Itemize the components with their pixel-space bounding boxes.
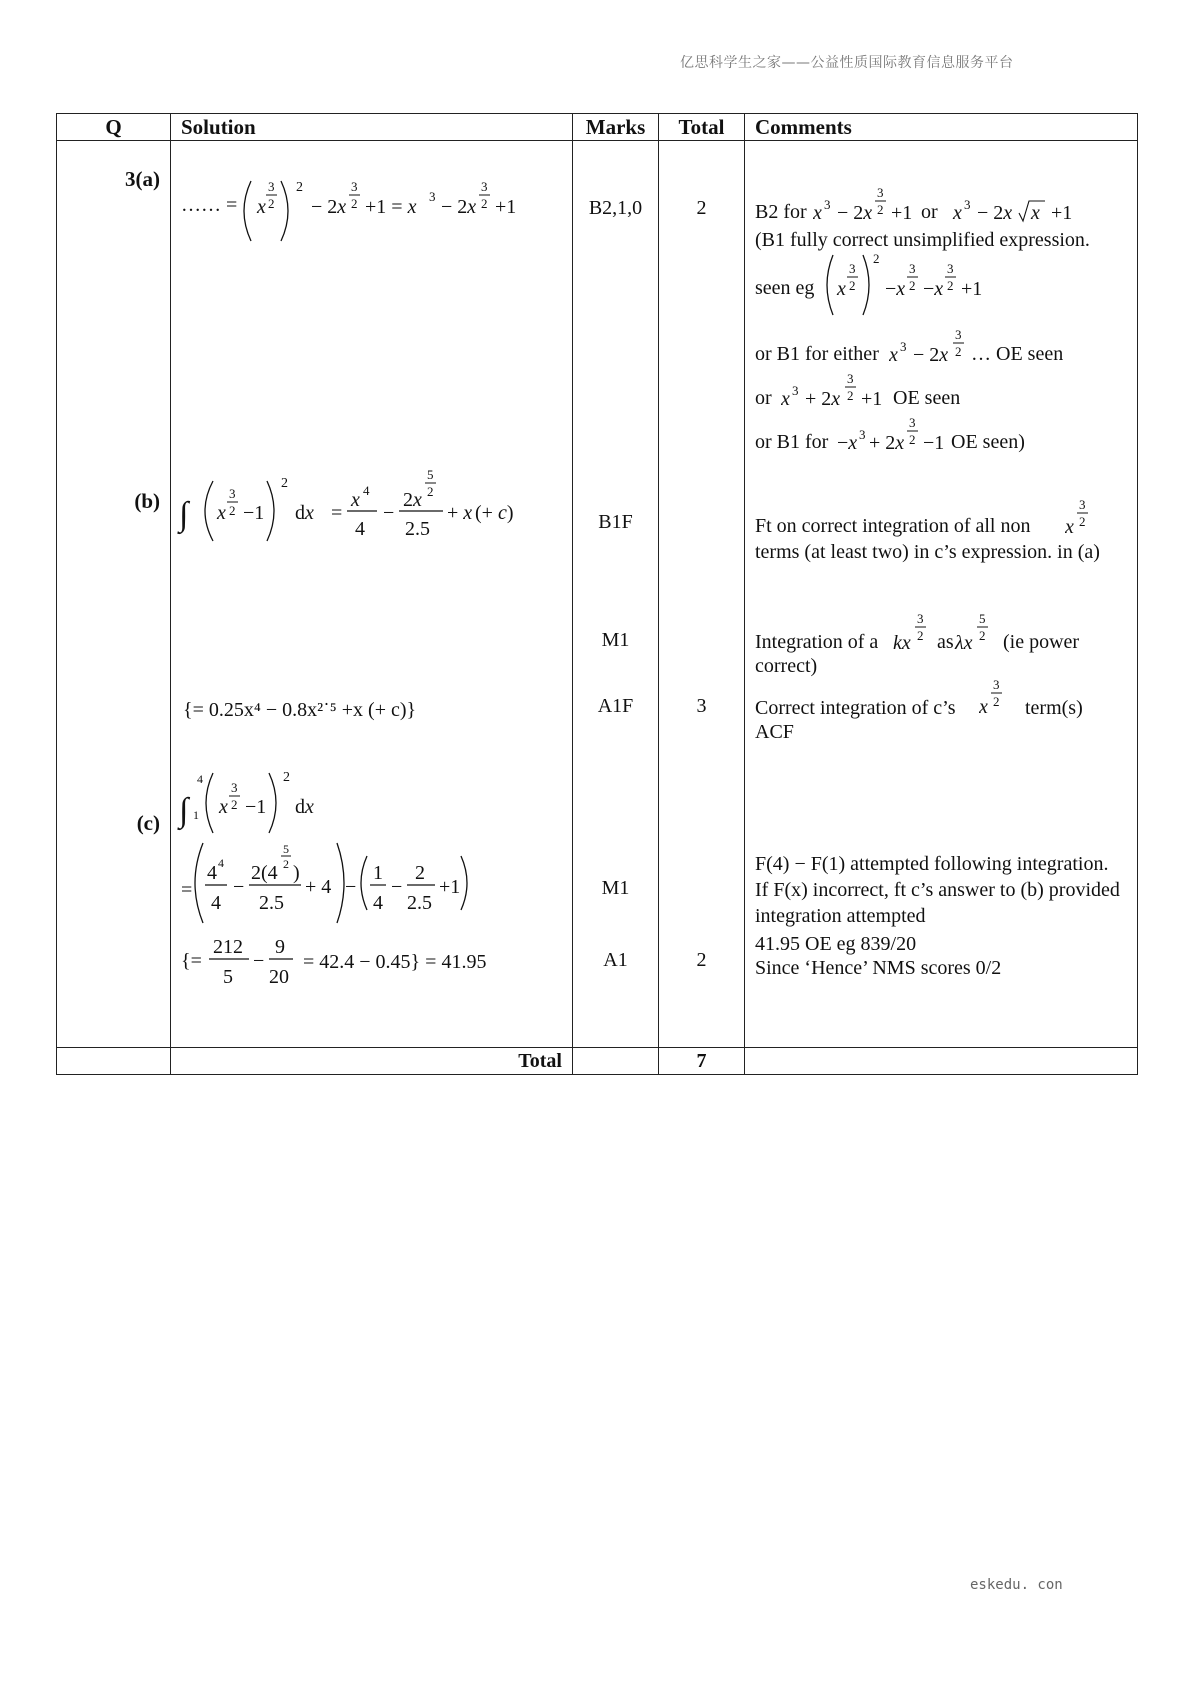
svg-text:x: x — [351, 489, 360, 511]
svg-text:x: x — [1031, 202, 1040, 224]
svg-text:∫: ∫ — [179, 792, 189, 829]
mark-b-b1f: B1F — [598, 511, 633, 533]
svg-text:3: 3 — [1079, 497, 1086, 512]
svg-text:2: 2 — [296, 180, 303, 195]
svg-text:x: x — [813, 202, 822, 224]
svg-text:3: 3 — [268, 179, 275, 194]
svg-text:2: 2 — [351, 196, 358, 211]
svg-text:+1: +1 — [861, 388, 883, 410]
svg-text:− 2x: − 2x — [913, 344, 949, 366]
header-marks: Marks — [573, 114, 659, 141]
svg-text:x: x — [837, 278, 846, 300]
svg-text:9: 9 — [275, 936, 285, 958]
svg-text:3: 3 — [849, 261, 856, 276]
svg-text:x: x — [1065, 516, 1074, 535]
comment-a-or2: or — [755, 387, 772, 409]
mark-c-m1: M1 — [601, 877, 630, 899]
svg-text:−: − — [345, 876, 357, 898]
svg-text:1: 1 — [193, 808, 199, 822]
svg-text:2: 2 — [231, 797, 238, 812]
comment-b-a1-math — [979, 665, 1019, 715]
mark-b-m1: M1 — [601, 629, 630, 651]
comment-b-a1-prefix: Correct integration of c’s — [755, 697, 956, 719]
header-total: Total — [659, 114, 745, 141]
header-solution: Solution — [171, 114, 573, 141]
comment-b-a1-line2: ACF — [755, 721, 794, 743]
svg-text:4: 4 — [373, 892, 383, 914]
svg-text:−: − — [383, 502, 395, 524]
svg-text:−1: −1 — [243, 502, 265, 524]
svg-text:+ 4: + 4 — [305, 876, 332, 898]
svg-text:2: 2 — [283, 770, 290, 785]
header-row — [57, 114, 1138, 141]
svg-text:4: 4 — [355, 518, 365, 540]
solution-c-evaluation — [181, 842, 467, 923]
part-label-c: (c) — [136, 811, 160, 835]
comment-a-b1-for-math — [837, 405, 957, 455]
q-column — [57, 141, 171, 1048]
svg-text:x: x — [979, 696, 988, 715]
svg-text:+1 = x: +1 = x — [365, 196, 417, 218]
svg-text:+1: +1 — [961, 278, 983, 300]
svg-text:=: = — [331, 502, 343, 524]
comment-b-m1-as: as — [937, 631, 954, 653]
svg-text:2.5: 2.5 — [405, 518, 430, 540]
comment-a-b1-unsimplified: (B1 fully correct unsimplified expression. — [755, 229, 1090, 251]
solution-c-value: = 42.4 − 0.45} = 41.95 — [303, 951, 487, 973]
solution-b-integral — [177, 467, 514, 541]
svg-text:3: 3 — [792, 383, 799, 398]
svg-text:+1: +1 — [495, 196, 517, 218]
svg-text:2: 2 — [849, 278, 856, 293]
total-b: 3 — [696, 695, 707, 717]
comment-c-m1: F(4) − F(1) attempted following integration. If F(x) incorrect, ft c’s answer to (b) provided integration attempted — [755, 853, 1120, 927]
svg-text:3: 3 — [964, 197, 971, 212]
svg-text:3: 3 — [917, 611, 924, 626]
svg-text:2: 2 — [268, 196, 275, 211]
svg-text:2: 2 — [955, 344, 962, 359]
svg-text:x: x — [889, 344, 898, 366]
svg-text:2x: 2x — [403, 489, 422, 511]
svg-text:3: 3 — [847, 371, 854, 386]
svg-text:3: 3 — [481, 179, 488, 194]
svg-text:212: 212 — [213, 936, 243, 958]
svg-text:4: 4 — [207, 862, 217, 884]
svg-text:3: 3 — [231, 780, 238, 795]
svg-text:kx: kx — [893, 632, 911, 651]
comment-a-b1-either: or B1 for either — [755, 343, 879, 365]
svg-text:x: x — [953, 202, 962, 224]
svg-text:2: 2 — [283, 857, 289, 871]
comment-c-a1-line2: Since ‘Hence’ NMS scores 0/2 — [755, 957, 1002, 979]
svg-text:x: x — [217, 502, 226, 524]
svg-text:−: − — [253, 950, 265, 972]
marks-column — [573, 141, 659, 1048]
comment-b-ft-line1: Ft on correct integration of all non — [755, 515, 1031, 537]
comment-a-seen-eg: seen eg — [755, 277, 815, 299]
svg-text:3: 3 — [229, 486, 236, 501]
svg-text:=: = — [181, 879, 193, 901]
svg-text:3: 3 — [351, 179, 358, 194]
comment-a-oe-seen: OE seen — [893, 387, 961, 409]
svg-text:+ x: + x — [447, 502, 473, 524]
comment-b-m1-suffix: (ie power — [1003, 631, 1080, 653]
total-value: 7 — [659, 1048, 745, 1075]
comment-a-or: or — [921, 201, 938, 223]
comment-b-m1-prefix: Integration of a — [755, 631, 879, 653]
header-q: Q — [57, 114, 171, 141]
part-label-3a: 3(a) — [125, 167, 160, 191]
svg-text:2: 2 — [873, 251, 880, 266]
svg-text:(+ c): (+ c) — [475, 502, 514, 524]
svg-text:2: 2 — [979, 628, 986, 643]
svg-text:x: x — [219, 796, 228, 818]
svg-text:3: 3 — [877, 185, 884, 200]
mark-scheme-table — [56, 113, 1138, 1075]
svg-text:4: 4 — [363, 483, 370, 498]
total-a: 2 — [696, 197, 707, 219]
solution-math — [171, 141, 571, 1047]
svg-text:2: 2 — [877, 202, 884, 217]
comment-b-a1-suffix: term(s) — [1025, 697, 1083, 719]
watermark-header: 亿思科学生之家——公益性质国际教育信息服务平台 — [680, 55, 1014, 71]
svg-text:2: 2 — [229, 503, 236, 518]
svg-text:+1: +1 — [891, 202, 913, 224]
comments-column — [745, 141, 1138, 1048]
svg-text:5: 5 — [427, 467, 434, 482]
svg-text:x: x — [781, 388, 790, 410]
svg-text:−x: −x — [885, 278, 906, 300]
part-label-b: (b) — [134, 489, 160, 513]
svg-text:2: 2 — [993, 694, 1000, 709]
svg-text:2: 2 — [427, 484, 434, 499]
svg-text:+ 2x: + 2x — [805, 388, 841, 410]
mark-b-a1f: A1F — [597, 695, 634, 717]
svg-text:3: 3 — [947, 261, 954, 276]
comment-a-b1-for: or B1 for — [755, 431, 829, 453]
comment-c-a1-line1: 41.95 OE eg 839/20 — [755, 933, 917, 955]
comment-a-either-tail: … OE seen — [971, 343, 1064, 365]
mark-c-a1: A1 — [603, 949, 628, 971]
svg-text:−1: −1 — [923, 432, 945, 454]
svg-text:3: 3 — [859, 427, 866, 442]
svg-text:2: 2 — [909, 278, 916, 293]
svg-text:3: 3 — [824, 197, 831, 212]
total-column — [659, 141, 745, 1048]
total-c: 2 — [696, 949, 707, 971]
mark-a: B2,1,0 — [588, 197, 643, 219]
svg-text:2: 2 — [917, 628, 924, 643]
svg-text:4: 4 — [218, 856, 224, 870]
svg-text:dx: dx — [295, 796, 314, 818]
svg-text:2: 2 — [909, 432, 916, 447]
body-row — [57, 141, 1138, 1048]
svg-text:−1: −1 — [245, 796, 267, 818]
svg-text:2(4: 2(4 — [251, 862, 278, 884]
comment-b-ft-rest: terms (at least two) in c’s expression. in (a) — [755, 541, 1100, 563]
comment-a-b2-prefix: B2 for — [755, 201, 807, 223]
svg-text:3: 3 — [909, 415, 916, 430]
svg-text:− 2x: − 2x — [441, 196, 477, 218]
svg-text:2.5: 2.5 — [407, 892, 432, 914]
svg-text:5: 5 — [283, 842, 289, 856]
comment-a-oe-seen-close: OE seen) — [951, 431, 1025, 453]
svg-text:+1: +1 — [1051, 202, 1073, 224]
svg-text:4: 4 — [197, 772, 203, 786]
solution-column — [171, 141, 573, 1048]
svg-text:− 2x: − 2x — [837, 202, 873, 224]
watermark-footer: eskedu. con — [970, 1577, 1063, 1593]
svg-text:− 2x: − 2x — [977, 202, 1013, 224]
svg-text:−: − — [391, 876, 403, 898]
svg-text:2: 2 — [481, 196, 488, 211]
comment-a-seen-math — [825, 249, 1025, 319]
svg-text:2: 2 — [1079, 514, 1086, 529]
comment-a-or2-math — [781, 361, 891, 411]
svg-text:2: 2 — [281, 476, 288, 491]
header-comments: Comments — [745, 114, 1138, 141]
svg-text:−: − — [233, 876, 245, 898]
svg-text:5: 5 — [979, 611, 986, 626]
comment-a-b2-math — [813, 171, 1113, 231]
comment-b-m1-line2: correct) — [755, 655, 818, 677]
solution-b-simplified: {= 0.25x⁴ − 0.8x²˙⁵ +x (+ c)} — [183, 699, 417, 721]
svg-text:20: 20 — [269, 966, 289, 988]
svg-text:2: 2 — [415, 862, 425, 884]
svg-text:5: 5 — [223, 966, 233, 988]
svg-text:4: 4 — [211, 892, 221, 914]
solution-a-expression — [181, 179, 516, 241]
total-label: Total — [171, 1048, 573, 1075]
svg-text:2: 2 — [947, 278, 954, 293]
svg-text:+1: +1 — [439, 876, 461, 898]
svg-text:3: 3 — [429, 189, 436, 204]
svg-text:dx: dx — [295, 502, 314, 524]
svg-text:1: 1 — [373, 862, 383, 884]
svg-text:+ 2x: + 2x — [869, 432, 905, 454]
svg-text:λx: λx — [955, 632, 973, 651]
svg-text:…… =: …… = — [181, 194, 238, 216]
svg-text:− 2x: − 2x — [311, 196, 347, 218]
svg-text:): ) — [293, 862, 300, 884]
svg-text:−x: −x — [923, 278, 944, 300]
comment-b-ft-math — [1065, 485, 1105, 535]
svg-text:3: 3 — [955, 327, 962, 342]
svg-text:{=: {= — [181, 950, 202, 972]
svg-text:3: 3 — [909, 261, 916, 276]
svg-text:3: 3 — [993, 677, 1000, 692]
total-row — [57, 1048, 1138, 1075]
svg-text:2: 2 — [847, 388, 854, 403]
svg-text:∫: ∫ — [179, 496, 189, 533]
solution-c-value-fractions — [181, 936, 293, 988]
svg-text:2.5: 2.5 — [259, 892, 284, 914]
solution-c-integral — [177, 770, 314, 833]
comment-a-either-math — [889, 317, 979, 367]
svg-text:3: 3 — [900, 339, 907, 354]
svg-text:−x: −x — [837, 432, 858, 454]
svg-text:x: x — [257, 196, 266, 218]
